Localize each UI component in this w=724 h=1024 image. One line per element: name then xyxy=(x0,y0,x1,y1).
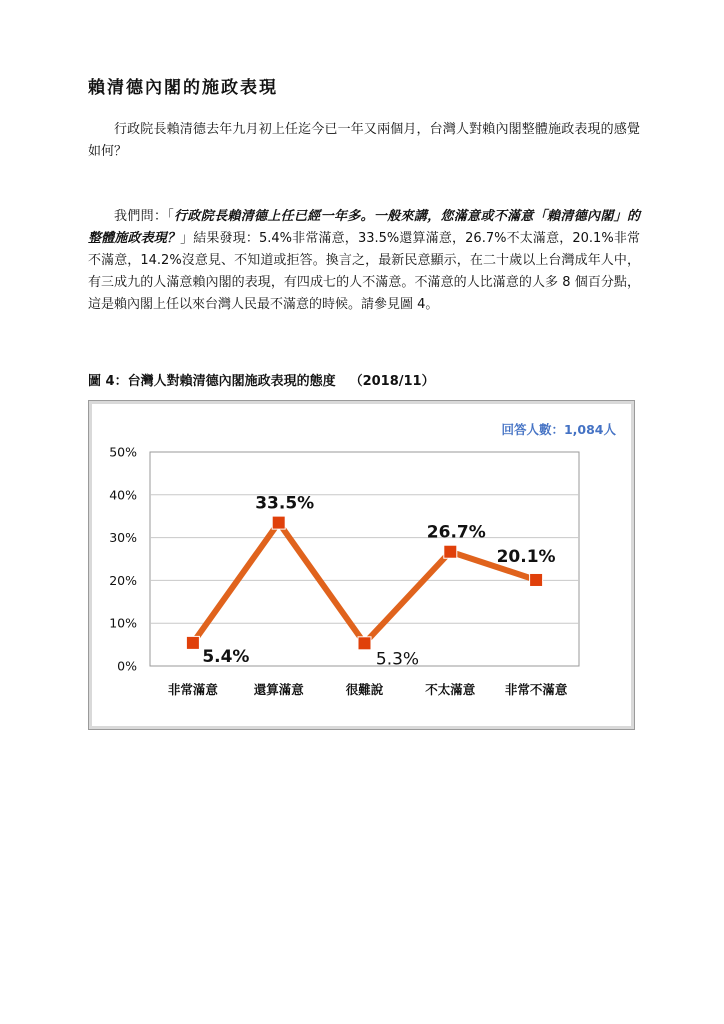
data-point-marker xyxy=(272,516,285,529)
x-category-label: 還算滿意 xyxy=(253,682,304,697)
survey-question: 行政院長賴清德上任已經一年多。一般來講，您滿意或不滿意「賴清德內閣」的整體施政表現？ xyxy=(88,209,640,246)
line-chart xyxy=(89,401,636,731)
intro-paragraph: 行政院長賴清德去年九月初上任迄今已一年又兩個月，台灣人對賴內閣整體施政表現的感覺如何？ xyxy=(88,122,640,159)
chart-frame xyxy=(88,400,635,730)
result-text: 」結果發現：5.4%非常滿意，33.5%還算滿意，26.7%不太滿意，20.1%非常不滿意，14.2%沒意見、不知道或拒答。換言之，最新民意顯示，在二十歲以上台灣成年人中，有三成九的人滿意賴內閣的表現，有四成七的人不滿意。不滿意的人比滿意的人多 8 個百分點，這是賴內閣上任以來台灣人民最不滿意的時候。請參見圖 4。 xyxy=(88,231,640,312)
data-point-marker xyxy=(444,545,457,558)
figure-caption xyxy=(88,370,435,389)
y-tick-label: 0% xyxy=(117,658,137,674)
data-label: 5.3% xyxy=(375,649,420,670)
y-tick-label: 30% xyxy=(109,530,137,546)
x-category-label: 不太滿意 xyxy=(425,682,476,697)
x-category-label: 非常滿意 xyxy=(167,682,218,697)
y-tick-label: 40% xyxy=(109,487,137,503)
data-label: 20.1% xyxy=(496,546,556,567)
data-point-marker xyxy=(186,636,199,649)
x-category-label: 非常不滿意 xyxy=(504,682,568,697)
respondents-count: 回答人數：1,084人 xyxy=(501,422,616,437)
y-tick-label: 50% xyxy=(109,444,137,460)
page-heading: 賴清德內閣的施政表現 xyxy=(88,78,278,98)
result-paragraph xyxy=(88,206,640,316)
y-tick-label: 10% xyxy=(109,615,137,631)
figure-caption-text: 圖 4：台灣人對賴清德內閣施政表現的態度 xyxy=(88,374,336,389)
figure-date: （2018/11） xyxy=(349,374,435,389)
data-point-marker xyxy=(530,573,543,586)
data-label: 33.5% xyxy=(255,493,315,514)
y-tick-label: 20% xyxy=(109,572,137,588)
data-label: 5.4% xyxy=(202,646,250,667)
data-point-marker xyxy=(358,637,371,650)
data-label: 26.7% xyxy=(426,522,486,543)
question-prefix: 我們問：「 xyxy=(114,209,175,224)
x-category-label: 很難說 xyxy=(345,682,384,697)
